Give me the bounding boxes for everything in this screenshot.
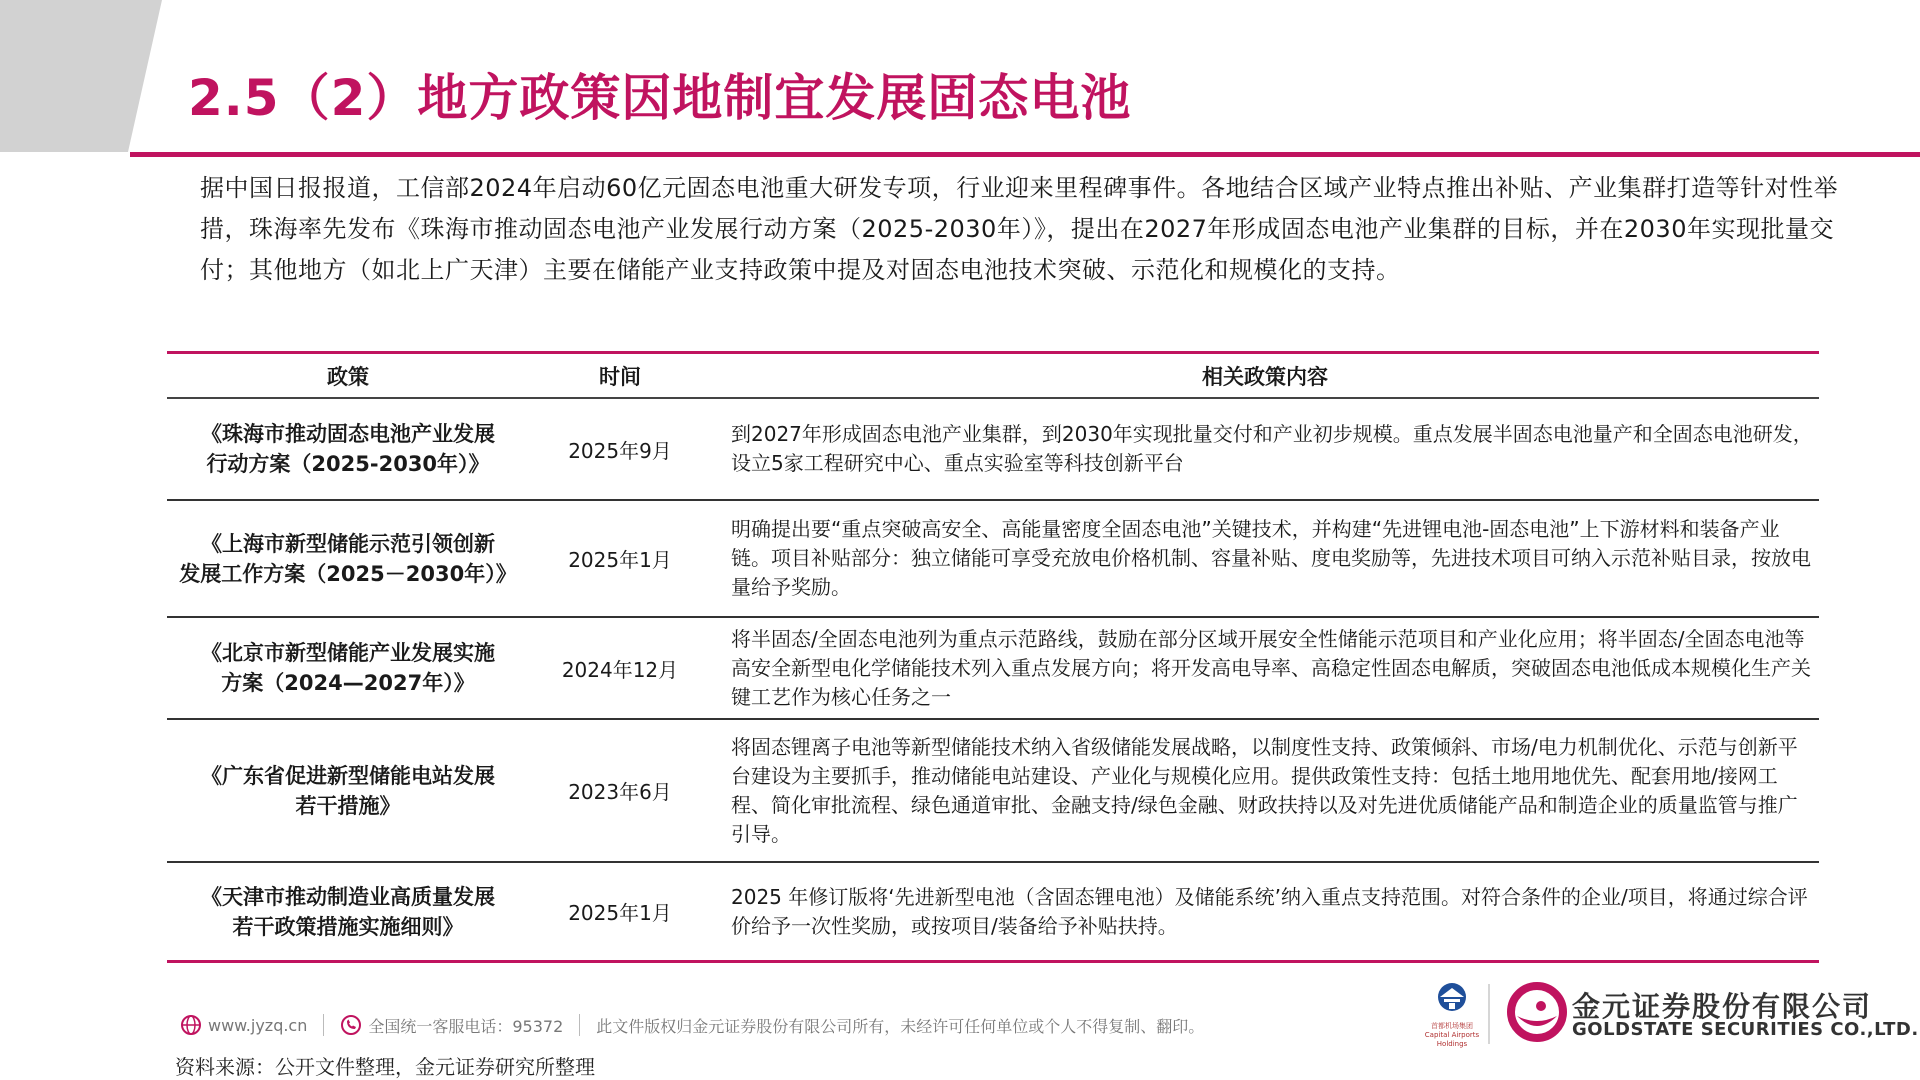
policy-name-line: 发展工作方案（2025－2030年）》 [179,561,517,586]
airport-name-cn: 首都机场集团 [1431,1022,1473,1030]
table-row [167,862,1819,962]
policy-name-line: 《上海市新型储能示范引领创新 [201,531,495,556]
website-text: www.jyzq.cn [208,1015,308,1035]
airport-caption [1422,1022,1482,1049]
policy-name-cell [167,862,529,962]
policy-content-cell: 到2027年形成固态电池产业集群，到2030年实现批量交付和产业初步规模。重点发展半固态电池量产和全固态电池研发，设立5家工程研究中心、重点实验室等科技创新平台 [711,398,1819,500]
brand-name-cn: 金元证券股份有限公司 [1572,990,1873,1023]
footer-separator [579,1014,580,1036]
policy-name-cell [167,617,529,719]
header-date: 时间 [529,353,711,399]
footer-hotline [340,1014,563,1037]
policy-content-cell: 将固态锂离子电池等新型储能技术纳入省级储能发展战略，以制度性支持、政策倾斜、市场/电力机制优化、示范与创新平台建设为主要抓手，推动储能电站建设、产业化与规模化应用。提供政策性支持：包括土地用地优先、配套用地/接网工程、简化审批流程、绿色通道审批、金融支持/绿色金融、财政扶持以及对先进优质储能产品和制造企业的质量监管与推广引导。 [711,719,1819,862]
title-divider [130,152,1920,157]
footer-separator [323,1014,324,1036]
policy-name-cell [167,500,529,617]
policy-name-line: 《广东省促进新型储能电站发展 [201,763,495,788]
policy-name-line: 《北京市新型储能产业发展实施 [201,641,495,665]
table-row [167,617,1819,719]
policy-name-cell [167,719,529,862]
table-row [167,500,1819,617]
policy-name-line: 《天津市推动制造业高质量发展 [201,884,495,909]
policy-date-cell: 2023年6月 [529,719,711,862]
footer-website[interactable] [180,1014,307,1036]
globe-icon [180,1014,202,1036]
airport-name-en: Capital Airports Holdings [1424,1031,1480,1048]
brand-name-en: GOLDSTATE SECURITIES CO.,LTD. [1572,1019,1919,1040]
policy-name-line: 《珠海市推动固态电池产业发展 [201,422,495,446]
phone-icon [340,1014,362,1036]
table-row [167,398,1819,500]
header-content: 相关政策内容 [711,353,1819,399]
policy-content-cell: 明确提出要“重点突破高安全、高能量密度全固态电池”关键技术，并构建“先进锂电池-固态电池”上下游材料和装备产业链。项目补贴部分：独立储能可享受充放电价格机制、容量补贴、度电奖励等，先进技术项目可纳入示范补贴目录，按放电量给予奖励。 [711,500,1819,617]
copyright-text: 此文件版权归金元证券股份有限公司所有，未经许可任何单位或个人不得复制、翻印。 [596,1016,1205,1036]
policy-date-cell: 2025年1月 [529,500,711,617]
source-note: 资料来源：公开文件整理，金元证券研究所整理 [175,1055,595,1079]
footer-bar [180,1010,1204,1040]
intro-paragraph: 据中国日报报道，工信部2024年启动60亿元固态电池重大研发专项，行业迎来里程碑事件。各地结合区域产业特点推出补贴、产业集群打造等针对性举措，珠海率先发布《珠海市推动固态电池产业发展行动方案（2025-2030年）》，提出在2027年形成固态电池产业集群的目标，并在2030年实现批量交付；其他地方（如北上广天津）主要在储能产业支持政策中提及对固态电池技术突破、示范化和规模化的支持。 [200,174,1839,284]
policy-name-cell [167,398,529,500]
policy-name-line: 方案（2024—2027年）》 [221,671,475,695]
policy-date-cell: 2025年1月 [529,862,711,962]
table-header-row [167,353,1819,399]
policy-name-line: 若干政策措施实施细则》 [232,914,464,939]
policy-date-cell: 2024年12月 [529,617,711,719]
table-row [167,719,1819,862]
page-title: 2.5（2）地方政策因地制宜发展固态电池 [188,69,1132,127]
policy-content-cell: 将半固态/全固态电池列为重点示范路线，鼓励在部分区域开展安全性储能示范项目和产业化应用；将半固态/全固态电池等高安全新型电化学储能技术列入重点发展方向；将开发高电导率、高稳定性固态电解质，突破固态电池低成本规模化生产关键工艺作为核心任务之一 [711,617,1819,719]
policy-table [167,351,1819,963]
footer-copyright [596,1014,1204,1037]
policy-name-line: 若干措施》 [295,793,401,818]
policy-date-cell: 2025年9月 [529,398,711,500]
hotline-text: 全国统一客服电话：95372 [368,1016,564,1036]
policy-content-cell: 2025 年修订版将‘先进新型电池（含固态锂电池）及储能系统’纳入重点支持范围。对符合条件的企业/项目，将通过综合评价给予一次性奖励，或按项目/装备给予补贴扶持。 [711,862,1819,962]
header-policy: 政策 [167,353,529,399]
policy-name-line: 行动方案（2025-2030年）》 [206,452,490,476]
airport-logo-icon [1438,983,1466,1011]
goldstate-logo-icon [1511,986,1563,1038]
